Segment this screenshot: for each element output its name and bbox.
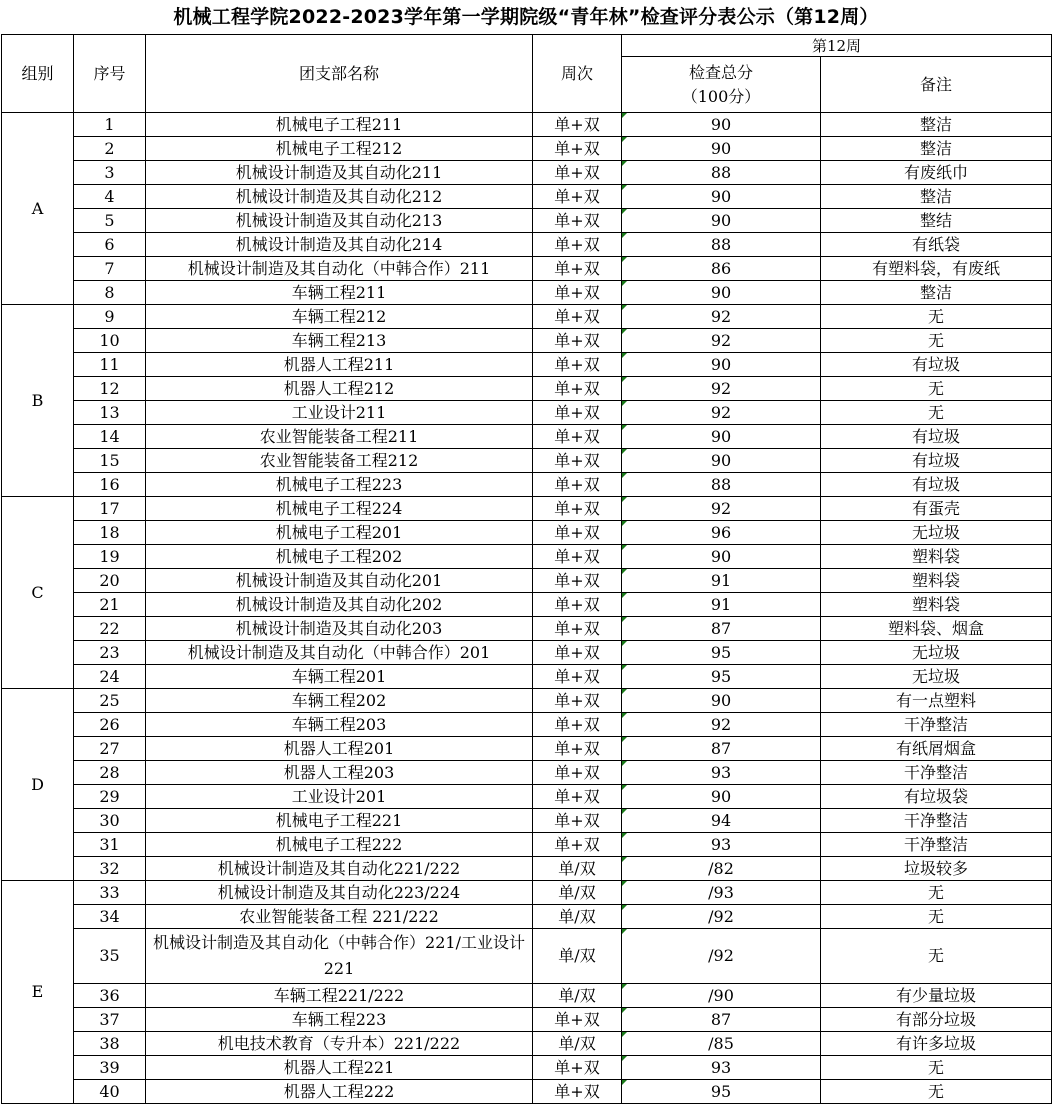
group-label: B: [2, 305, 74, 497]
week-type-cell: 单+双: [533, 377, 622, 401]
week-type-cell: 单+双: [533, 833, 622, 857]
remark-cell: 无垃圾: [821, 521, 1052, 545]
branch-name-cell: 机械设计制造及其自动化201: [146, 569, 533, 593]
remark-cell: 干净整洁: [821, 713, 1052, 737]
week-type-cell: 单+双: [533, 1080, 622, 1104]
table-row: [2, 857, 1052, 881]
seq-cell: 16: [74, 473, 146, 497]
week-type-cell: 单+双: [533, 665, 622, 689]
branch-name-cell: 机械设计制造及其自动化213: [146, 209, 533, 233]
score-cell: 92: [622, 305, 821, 329]
score-cell: 92: [622, 713, 821, 737]
seq-cell: 9: [74, 305, 146, 329]
branch-name-cell: 机器人工程222: [146, 1080, 533, 1104]
branch-name-cell: 机械设计制造及其自动化214: [146, 233, 533, 257]
remark-cell: 无: [821, 929, 1052, 984]
score-cell: 93: [622, 833, 821, 857]
group-label: E: [2, 881, 74, 1104]
week-type-cell: 单+双: [533, 113, 622, 137]
remark-cell: 整洁: [821, 185, 1052, 209]
seq-cell: 19: [74, 545, 146, 569]
branch-name-cell: 机械设计制造及其自动化223/224: [146, 881, 533, 905]
remark-cell: 塑料袋: [821, 593, 1052, 617]
seq-cell: 15: [74, 449, 146, 473]
score-cell: 95: [622, 665, 821, 689]
score-cell: 90: [622, 137, 821, 161]
seq-cell: 28: [74, 761, 146, 785]
branch-name-cell: 机械设计制造及其自动化221/222: [146, 857, 533, 881]
table-row: [2, 984, 1052, 1008]
score-cell: 92: [622, 377, 821, 401]
seq-cell: 2: [74, 137, 146, 161]
week-type-cell: 单/双: [533, 857, 622, 881]
branch-name-cell: 机械电子工程211: [146, 113, 533, 137]
score-cell: 90: [622, 281, 821, 305]
score-cell: 90: [622, 689, 821, 713]
table-row: [2, 281, 1052, 305]
week-type-cell: 单+双: [533, 425, 622, 449]
remark-cell: 塑料袋: [821, 569, 1052, 593]
branch-name-cell: 机械设计制造及其自动化211: [146, 161, 533, 185]
table-row: [2, 473, 1052, 497]
seq-cell: 12: [74, 377, 146, 401]
branch-name-cell: 车辆工程211: [146, 281, 533, 305]
seq-cell: 7: [74, 257, 146, 281]
week-type-cell: 单+双: [533, 641, 622, 665]
week-type-cell: 单+双: [533, 761, 622, 785]
table-row: [2, 449, 1052, 473]
remark-cell: 有垃圾: [821, 449, 1052, 473]
remark-cell: 有许多垃圾: [821, 1032, 1052, 1056]
branch-name-cell: 机器人工程211: [146, 353, 533, 377]
branch-name-cell: 机械设计制造及其自动化（中韩合作）201: [146, 641, 533, 665]
seq-cell: 39: [74, 1056, 146, 1080]
branch-name-cell: 机电技术教育（专升本）221/222: [146, 1032, 533, 1056]
seq-cell: 25: [74, 689, 146, 713]
week-type-cell: 单+双: [533, 785, 622, 809]
score-cell: 92: [622, 401, 821, 425]
group-label: A: [2, 113, 74, 305]
branch-name-cell: 机械电子工程212: [146, 137, 533, 161]
seq-cell: 4: [74, 185, 146, 209]
remark-cell: 有垃圾: [821, 353, 1052, 377]
group-label: C: [2, 497, 74, 689]
table-row: [2, 569, 1052, 593]
branch-name-cell: 机器人工程201: [146, 737, 533, 761]
seq-cell: 22: [74, 617, 146, 641]
score-cell: 90: [622, 545, 821, 569]
score-cell: 94: [622, 809, 821, 833]
branch-name-cell: 机械电子工程222: [146, 833, 533, 857]
week-type-cell: 单+双: [533, 713, 622, 737]
week-type-cell: 单/双: [533, 905, 622, 929]
seq-cell: 34: [74, 905, 146, 929]
week-type-cell: 单+双: [533, 329, 622, 353]
header-seq: 序号: [74, 35, 146, 113]
week-type-cell: 单/双: [533, 881, 622, 905]
week-type-cell: 单/双: [533, 984, 622, 1008]
remark-cell: 无: [821, 1056, 1052, 1080]
branch-name-cell: 机械设计制造及其自动化（中韩合作）211: [146, 257, 533, 281]
remark-cell: 整洁: [821, 281, 1052, 305]
week-type-cell: 单+双: [533, 497, 622, 521]
table-row: [2, 593, 1052, 617]
score-cell: 91: [622, 593, 821, 617]
score-cell: 90: [622, 113, 821, 137]
remark-cell: 有一点塑料: [821, 689, 1052, 713]
table-row: [2, 617, 1052, 641]
header-week-label: 第12周: [622, 35, 1052, 57]
week-type-cell: 单+双: [533, 737, 622, 761]
week-type-cell: 单+双: [533, 521, 622, 545]
table-row: [2, 521, 1052, 545]
table-row: [2, 137, 1052, 161]
branch-name-cell: 机械设计制造及其自动化203: [146, 617, 533, 641]
score-cell: 95: [622, 1080, 821, 1104]
table-row: [2, 161, 1052, 185]
branch-name-cell: 农业智能装备工程211: [146, 425, 533, 449]
seq-cell: 37: [74, 1008, 146, 1032]
seq-cell: 18: [74, 521, 146, 545]
seq-cell: 35: [74, 929, 146, 984]
remark-cell: 有垃圾袋: [821, 785, 1052, 809]
table-row: [2, 665, 1052, 689]
remark-cell: 有纸袋: [821, 233, 1052, 257]
group-label: D: [2, 689, 74, 881]
score-cell: 96: [622, 521, 821, 545]
table-row: [2, 329, 1052, 353]
remark-cell: 垃圾较多: [821, 857, 1052, 881]
seq-cell: 32: [74, 857, 146, 881]
score-cell: 93: [622, 1056, 821, 1080]
seq-cell: 20: [74, 569, 146, 593]
header-score-title: 检查总分: [688, 62, 753, 82]
week-type-cell: 单+双: [533, 1008, 622, 1032]
table-row: [2, 305, 1052, 329]
branch-name-cell: 机械设计制造及其自动化202: [146, 593, 533, 617]
score-cell: 87: [622, 1008, 821, 1032]
seq-cell: 23: [74, 641, 146, 665]
table-row: [2, 809, 1052, 833]
remark-cell: 无垃圾: [821, 641, 1052, 665]
seq-cell: 36: [74, 984, 146, 1008]
score-cell: 92: [622, 329, 821, 353]
remark-cell: 整洁: [821, 113, 1052, 137]
seq-cell: 29: [74, 785, 146, 809]
table-body: [2, 113, 1052, 1104]
table-row: [2, 905, 1052, 929]
branch-name-cell: 农业智能装备工程212: [146, 449, 533, 473]
table-row: [2, 401, 1052, 425]
branch-name-cell: 机械电子工程224: [146, 497, 533, 521]
remark-cell: 整结: [821, 209, 1052, 233]
remark-cell: 无: [821, 881, 1052, 905]
branch-name-cell: 机械电子工程223: [146, 473, 533, 497]
score-cell: 90: [622, 353, 821, 377]
branch-name-cell: 机器人工程212: [146, 377, 533, 401]
week-type-cell: 单+双: [533, 569, 622, 593]
score-cell: 90: [622, 209, 821, 233]
branch-name-cell: 机械设计制造及其自动化（中韩合作）221/工业设计221: [146, 929, 533, 984]
header-remark: 备注: [821, 57, 1052, 113]
page-title: 机械工程学院2022-2023学年第一学期院级“青年林”检查评分表公示（第12周）: [173, 6, 879, 28]
table-row: [2, 833, 1052, 857]
week-type-cell: 单+双: [533, 689, 622, 713]
score-cell: 93: [622, 761, 821, 785]
table-row: [2, 785, 1052, 809]
remark-cell: 干净整洁: [821, 833, 1052, 857]
remark-cell: 无: [821, 377, 1052, 401]
remark-cell: 有塑料袋，有废纸: [821, 257, 1052, 281]
score-cell: 90: [622, 425, 821, 449]
table-row: [2, 1008, 1052, 1032]
remark-cell: 有废纸巾: [821, 161, 1052, 185]
week-type-cell: 单+双: [533, 305, 622, 329]
branch-name-cell: 机械电子工程201: [146, 521, 533, 545]
table-row: [2, 377, 1052, 401]
remark-cell: 塑料袋、烟盒: [821, 617, 1052, 641]
seq-cell: 1: [74, 113, 146, 137]
table-row: [2, 545, 1052, 569]
header-branch: 团支部名称: [146, 35, 533, 113]
score-cell: 88: [622, 233, 821, 257]
table-row: [2, 761, 1052, 785]
branch-name-cell: 农业智能装备工程 221/222: [146, 905, 533, 929]
week-type-cell: 单+双: [533, 617, 622, 641]
branch-name-cell: 机械电子工程221: [146, 809, 533, 833]
table-row: [2, 641, 1052, 665]
score-cell: 90: [622, 785, 821, 809]
week-type-cell: 单+双: [533, 185, 622, 209]
header-score: [622, 57, 821, 113]
seq-cell: 6: [74, 233, 146, 257]
table-row: [2, 113, 1052, 137]
branch-name-cell: 机械设计制造及其自动化212: [146, 185, 533, 209]
branch-name-cell: 车辆工程202: [146, 689, 533, 713]
branch-name-cell: 车辆工程223: [146, 1008, 533, 1032]
score-table: [1, 34, 1052, 1104]
remark-cell: 有垃圾: [821, 425, 1052, 449]
seq-cell: 30: [74, 809, 146, 833]
remark-cell: 有蛋壳: [821, 497, 1052, 521]
score-cell: /90: [622, 984, 821, 1008]
seq-cell: 40: [74, 1080, 146, 1104]
remark-cell: 塑料袋: [821, 545, 1052, 569]
branch-name-cell: 车辆工程212: [146, 305, 533, 329]
seq-cell: 8: [74, 281, 146, 305]
score-cell: /92: [622, 929, 821, 984]
remark-cell: 有纸屑烟盒: [821, 737, 1052, 761]
week-type-cell: 单+双: [533, 473, 622, 497]
table-row: [2, 737, 1052, 761]
remark-cell: 无: [821, 1080, 1052, 1104]
score-cell: 88: [622, 473, 821, 497]
remark-cell: 无: [821, 401, 1052, 425]
week-type-cell: 单+双: [533, 137, 622, 161]
week-type-cell: 单/双: [533, 1032, 622, 1056]
branch-name-cell: 机械电子工程202: [146, 545, 533, 569]
header-week-type: 周次: [533, 35, 622, 113]
branch-name-cell: 工业设计201: [146, 785, 533, 809]
week-type-cell: 单+双: [533, 161, 622, 185]
branch-name-cell: 车辆工程203: [146, 713, 533, 737]
remark-cell: 无: [821, 329, 1052, 353]
seq-cell: 24: [74, 665, 146, 689]
branch-name-cell: 机器人工程221: [146, 1056, 533, 1080]
seq-cell: 17: [74, 497, 146, 521]
week-type-cell: 单+双: [533, 593, 622, 617]
week-type-cell: 单+双: [533, 401, 622, 425]
table-row: [2, 497, 1052, 521]
score-cell: 92: [622, 497, 821, 521]
remark-cell: 整洁: [821, 137, 1052, 161]
seq-cell: 14: [74, 425, 146, 449]
remark-cell: 无垃圾: [821, 665, 1052, 689]
seq-cell: 38: [74, 1032, 146, 1056]
remark-cell: 无: [821, 305, 1052, 329]
remark-cell: 有部分垃圾: [821, 1008, 1052, 1032]
branch-name-cell: 车辆工程213: [146, 329, 533, 353]
week-type-cell: 单+双: [533, 281, 622, 305]
week-type-cell: 单+双: [533, 257, 622, 281]
table-row: [2, 185, 1052, 209]
table-row: [2, 209, 1052, 233]
seq-cell: 5: [74, 209, 146, 233]
week-type-cell: 单/双: [533, 929, 622, 984]
table-row: [2, 425, 1052, 449]
week-type-cell: 单+双: [533, 545, 622, 569]
table-row: [2, 1032, 1052, 1056]
header-score-max: （100分）: [681, 86, 761, 106]
seq-cell: 21: [74, 593, 146, 617]
score-cell: 86: [622, 257, 821, 281]
seq-cell: 33: [74, 881, 146, 905]
seq-cell: 27: [74, 737, 146, 761]
week-type-cell: 单+双: [533, 209, 622, 233]
remark-cell: 有垃圾: [821, 473, 1052, 497]
score-cell: 87: [622, 737, 821, 761]
table-row: [2, 929, 1052, 984]
score-cell: 87: [622, 617, 821, 641]
seq-cell: 26: [74, 713, 146, 737]
table-row: [2, 353, 1052, 377]
table-row: [2, 233, 1052, 257]
score-cell: /92: [622, 905, 821, 929]
score-cell: /82: [622, 857, 821, 881]
seq-cell: 3: [74, 161, 146, 185]
score-cell: 91: [622, 569, 821, 593]
week-type-cell: 单+双: [533, 353, 622, 377]
table-row: [2, 881, 1052, 905]
branch-name-cell: 机器人工程203: [146, 761, 533, 785]
score-cell: 95: [622, 641, 821, 665]
score-cell: 88: [622, 161, 821, 185]
table-row: [2, 1056, 1052, 1080]
remark-cell: 干净整洁: [821, 809, 1052, 833]
branch-name-cell: 车辆工程201: [146, 665, 533, 689]
table-row: [2, 713, 1052, 737]
score-cell: 90: [622, 185, 821, 209]
table-row: [2, 1080, 1052, 1104]
score-cell: /93: [622, 881, 821, 905]
score-cell: /85: [622, 1032, 821, 1056]
remark-cell: 干净整洁: [821, 761, 1052, 785]
table-row: [2, 689, 1052, 713]
seq-cell: 13: [74, 401, 146, 425]
score-cell: 90: [622, 449, 821, 473]
remark-cell: 无: [821, 905, 1052, 929]
remark-cell: 有少量垃圾: [821, 984, 1052, 1008]
seq-cell: 11: [74, 353, 146, 377]
week-type-cell: 单+双: [533, 233, 622, 257]
week-type-cell: 单+双: [533, 1056, 622, 1080]
seq-cell: 31: [74, 833, 146, 857]
week-type-cell: 单+双: [533, 809, 622, 833]
branch-name-cell: 工业设计211: [146, 401, 533, 425]
branch-name-cell: 车辆工程221/222: [146, 984, 533, 1008]
header-group: 组别: [2, 35, 74, 113]
table-row: [2, 257, 1052, 281]
week-type-cell: 单+双: [533, 449, 622, 473]
seq-cell: 10: [74, 329, 146, 353]
